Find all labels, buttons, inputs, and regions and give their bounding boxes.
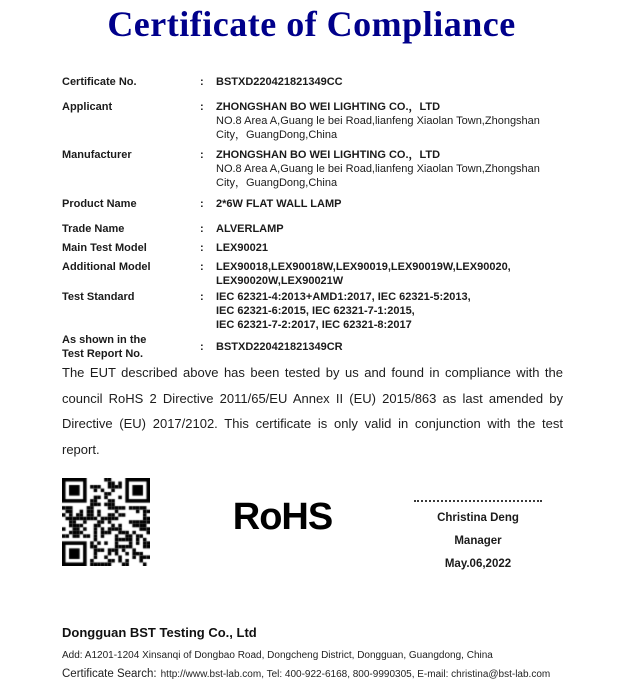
field-label: Product Name [62,198,137,210]
field-value-line: NO.8 Area A,Guang le bei Road,lianfeng Xiaolan Town,Zhongshan [216,163,540,175]
field-value [216,290,564,332]
field-label-line: Test Report No. [62,348,144,360]
field-label-line: As shown in the [62,334,147,346]
field-value-line: IEC 62321-6:2015, IEC 62321-7-1:2015, [216,305,415,317]
colon-separator: : [200,341,204,353]
field-row-trade-name [62,222,564,236]
colon-separator: : [200,76,204,88]
field-value-line: IEC 62321-4:2013+AMD1:2017, IEC 62321-5:2013, [216,291,471,303]
field-row-manufacturer [62,148,564,190]
field-value-line: City，GuangDong,China [216,177,338,189]
colon-separator: : [200,291,204,303]
qr-code-icon [62,478,150,566]
field-value: LEX90021 [216,242,268,254]
field-row-test-report-no [62,333,564,361]
rohs-mark: RoHS [232,496,333,538]
signature-date: May.06,2022 [444,558,512,570]
field-value-line: NO.8 Area A,Guang le bei Road,lianfeng Xiaolan Town,Zhongshan [216,115,540,127]
field-value: ALVERLAMP [216,223,284,235]
colon-separator: : [200,261,204,273]
field-row-applicant [62,100,564,142]
field-value: 2*6W FLAT WALL LAMP [216,198,342,210]
compliance-statement: The EUT described above has been tested by us and found in compliance with the council RoHS 2 Directive 2011/65/EU Annex II (EU) 2015/863 as last amended by Directive (EU) 2017/2102. This certificate is only valid in conjunction with the test report. [62,365,563,457]
field-value [216,148,564,190]
field-label: Certificate No. [62,76,137,88]
signature-block [408,492,548,580]
field-row-main-test-model [62,241,564,255]
colon-separator: : [200,242,204,254]
field-value-line: IEC 62321-7-2:2017, IEC 62321-8:2017 [216,319,412,331]
field-value [216,100,564,142]
colon-separator: : [200,198,204,210]
certificate-search-line [62,668,607,680]
certificate-search-value: http://www.bst-lab.com, Tel: 400-922-6168, 800-9990305, E-mail: christina@bst-lab.com [160,669,551,680]
field-label: Test Standard [62,291,135,303]
field-label: Trade Name [62,223,125,235]
field-value: BSTXD220421821349CR [216,341,343,353]
field-row-test-standard [62,290,564,332]
field-value [216,260,564,288]
certificate-fields [62,75,564,361]
colon-separator: : [200,223,204,235]
field-label: Main Test Model [62,242,147,254]
field-label: Manufacturer [62,149,132,161]
field-value-line: ZHONGSHAN BO WEI LIGHTING CO.，LTD [216,101,441,113]
colon-separator: : [200,149,204,161]
lab-name: Dongguan BST Testing Co., Ltd [62,625,257,640]
signatory-name: Christina Deng [437,512,519,524]
lab-address: Add: A1201-1204 Xinsanqi of Dongbao Road, Dongcheng District, Dongguan, Guangdong, China [62,650,493,661]
field-value: BSTXD220421821349CC [216,76,343,88]
field-row-additional-model [62,260,564,288]
certificate-title: Certificate of Compliance [107,4,516,44]
field-value-line: City，GuangDong,China [216,129,338,141]
field-label: Additional Model [62,261,151,273]
field-value-line: ZHONGSHAN BO WEI LIGHTING CO.，LTD [216,149,441,161]
signature-dotted-line [414,492,542,502]
field-value-line: LEX90018,LEX90018W,LEX90019,LEX90019W,LEX90020, [216,261,511,273]
signatory-title: Manager [454,535,502,547]
colon-separator: : [200,101,204,113]
field-row-certificate-no [62,75,564,89]
footer [62,625,607,680]
certificate-search-label: Certificate Search: [62,668,157,680]
field-label: Applicant [62,101,113,113]
field-value-line: LEX90020W,LEX90021W [216,275,344,287]
field-label [62,333,200,361]
field-row-product-name [62,197,564,211]
